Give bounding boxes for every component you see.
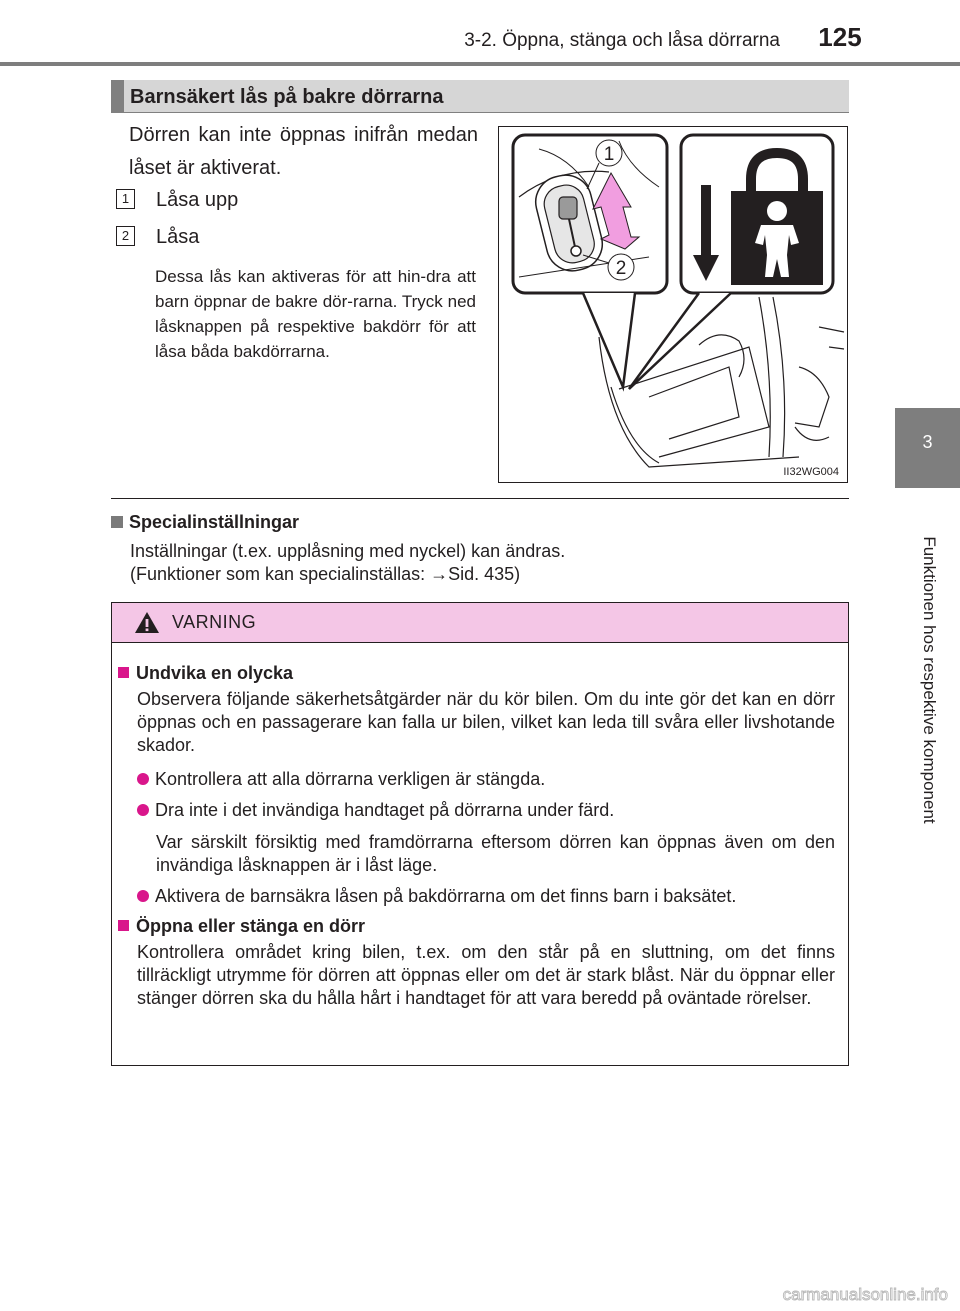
square-bullet-icon xyxy=(118,920,129,931)
chapter-label: Funktionen hos respektive komponent xyxy=(920,536,939,824)
warning-heading-door xyxy=(118,916,365,937)
callout-1-label: 1 xyxy=(603,144,615,165)
warning-heading-accident xyxy=(118,663,293,684)
bullet-text: Dra inte i det invändiga handtaget på dörrarna under färd. xyxy=(155,800,615,820)
customization-heading-text: Specialinställningar xyxy=(129,512,300,532)
lock-closeup-panel xyxy=(513,135,667,293)
customization-body xyxy=(130,540,830,586)
title-underline xyxy=(111,112,849,113)
step-lock xyxy=(116,226,200,249)
warning-triangle-icon xyxy=(134,611,160,634)
warning-subtext: Var särskilt försiktig med framdörrarna eftersom dörren kan öppnas även om den invändiga låsknappen är i låst läge. xyxy=(156,832,835,875)
watermark-logo xyxy=(700,1282,950,1306)
callout-2-label: 2 xyxy=(615,258,627,279)
note-text: Dessa lås kan aktiveras för att hin-dra att barn öppnar de bakre dör-rarna. Tryck ned låsknappen på respektive bakdörr för att låsa båda bakdörrarna. xyxy=(155,267,476,361)
bullet-text: Kontrollera att alla dörrarna verkligen är stängda. xyxy=(155,769,546,789)
step-number-badge: 2 xyxy=(116,226,135,246)
page-number: 125 xyxy=(818,22,862,52)
bullet-dot-icon xyxy=(137,804,149,816)
warning-bullet xyxy=(137,799,837,822)
child-lock-symbol-panel xyxy=(681,135,833,293)
step-unlock xyxy=(116,189,239,212)
warning-accident-body: Observera följande säkerhetsåtgärder när du kör bilen. Om du inte gör det kan en dörr öppnas och en passagerare kan falla ur bilen, vilket kan leda till svåra eller livshotande skador. xyxy=(137,689,835,755)
watermark-text: carmanualsonline.info xyxy=(782,1285,948,1304)
step-number-badge: 1 xyxy=(116,189,135,209)
customization-line-1: Inställningar (t.ex. upplåsning med nyckel) kan ändras. xyxy=(130,541,566,561)
warning-heading-text: Öppna eller stänga en dörr xyxy=(136,916,366,936)
square-bullet-icon xyxy=(111,516,123,528)
warning-title: VARNING xyxy=(172,612,257,632)
intro-text: Dörren kan inte öppnas inifrån medan låset är aktiverat. xyxy=(129,124,478,179)
child-lock-illustration xyxy=(498,126,848,483)
figure-code: II32WG004 xyxy=(783,466,839,478)
bullet-dot-icon xyxy=(137,773,149,785)
customization-heading xyxy=(111,512,299,533)
header-section-title: 3-2. Öppna, stänga och låsa dörrarna xyxy=(464,30,780,51)
chapter-number: 3 xyxy=(922,432,933,452)
warning-bullet xyxy=(137,885,837,908)
square-bullet-icon xyxy=(118,667,129,678)
warning-box xyxy=(111,602,849,1066)
step-label: Låsa xyxy=(156,226,200,248)
warning-header xyxy=(112,603,848,643)
warning-heading-text: Undvika en olycka xyxy=(136,663,294,683)
warning-door-body: Kontrollera området kring bilen, t.ex. om den står på en sluttning, om det finns tillräckligt utrymme för dörren att öppnas eller om det är stark blåst. När du öppnar eller stänger dörren ska du hålla hårt i handtaget för att vara beredd på oväntade rörelser. xyxy=(137,942,835,1008)
illustration-drawing xyxy=(499,127,848,483)
customization-line-2: (Funktioner som kan specialinställas: →Sid. 435) xyxy=(130,564,521,584)
bullet-text: Aktivera de barnsäkra låsen på bakdörrarna om det finns barn i baksätet. xyxy=(155,886,737,906)
header-rule xyxy=(0,62,960,66)
step-label: Låsa upp xyxy=(156,189,239,211)
section-divider xyxy=(111,498,849,499)
warning-bullet xyxy=(137,768,837,791)
bullet-dot-icon xyxy=(137,890,149,902)
section-title: Barnsäkert lås på bakre dörrarna xyxy=(111,80,849,112)
chapter-tab xyxy=(895,408,960,488)
